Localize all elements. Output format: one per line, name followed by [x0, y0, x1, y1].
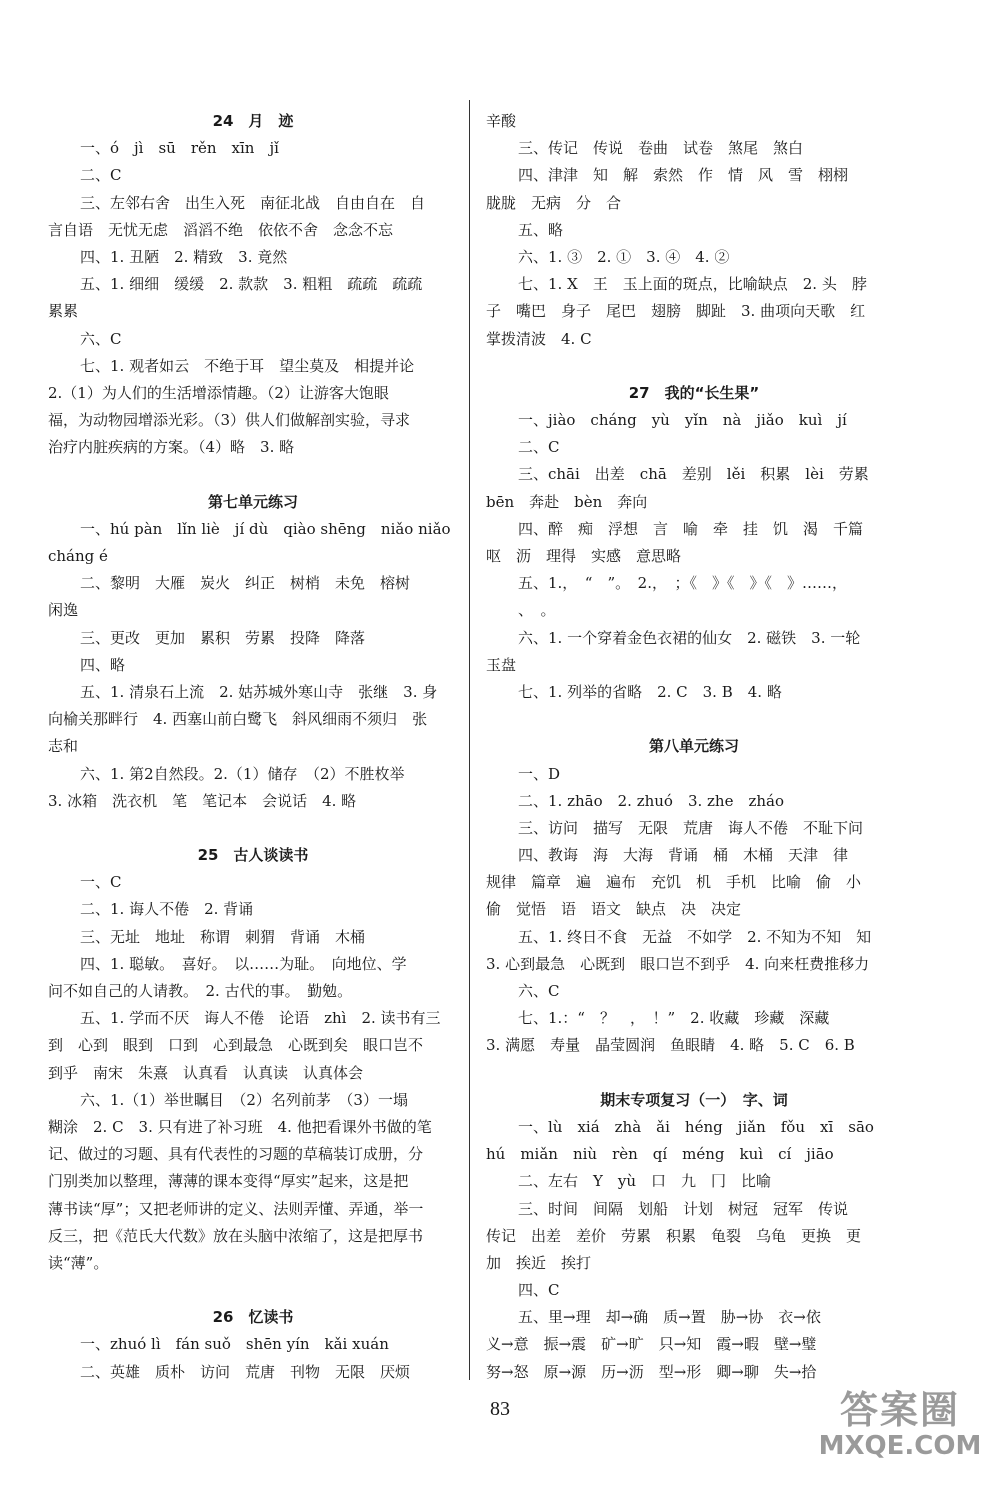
- answer-line: 糊涂 2. C 3. 只有进了补习班 4. 他把看课外书做的笔: [48, 1117, 432, 1136]
- watermark-title: 答案圈: [839, 1388, 960, 1432]
- answer-line: 3. 冰箱 洗衣机 笔 笔记本 会说话 4. 略: [48, 791, 357, 810]
- answer-line: 二、C: [518, 438, 560, 457]
- answer-line: 一、D: [518, 764, 561, 783]
- answer-line: 胧胧 无病 分 合: [486, 193, 622, 212]
- answer-line: 掌拨清波 4. C: [486, 329, 592, 348]
- answer-line: 辛酸: [486, 112, 517, 130]
- answer-line: 七、1. 观者如云 不绝于耳 望尘莫及 相提并论: [80, 356, 415, 375]
- answer-line: 二、英雄 质朴 访问 荒唐 刊物 无限 厌烦: [80, 1362, 411, 1381]
- answer-line: 记、做过的习题、具有代表性的习题的草稿装订成册，分: [48, 1145, 424, 1164]
- watermark-url: MXQE.COM: [818, 1431, 982, 1461]
- section-title: 第七单元练习: [207, 492, 298, 511]
- answer-line: 到 心到 眼到 口到 心到最急 心既到矣 眼口岂不: [48, 1036, 424, 1055]
- answer-line: 五、1. 终日不食 无益 不如学 2. 不知为不知 知: [518, 927, 872, 946]
- answer-line: 五、1. 学而不厌 诲人不倦 论语 zhì 2. 读书有三: [80, 1009, 441, 1028]
- answer-line: 五、1. 细细 缓缓 2. 款款 3. 粗粗 疏疏 疏疏: [80, 275, 423, 294]
- answer-line: 向榆关那畔行 4. 西塞山前白鹭飞 斜风细雨不须归 张: [48, 710, 428, 729]
- answer-line: 四、津津 知 解 索然 作 情 风 雪 栩栩: [518, 166, 849, 185]
- answer-line: 五、略: [518, 220, 564, 239]
- answer-line: 三、传记 传说 卷曲 试卷 煞尾 煞白: [518, 139, 804, 158]
- answer-line: 四、教诲 海 大海 背诵 桶 木桶 天津 律: [518, 846, 849, 865]
- answer-line: 六、1. 一个穿着金色衣裙的仙女 2. 磁铁 3. 一轮: [518, 628, 861, 647]
- answer-line: 三、chāi 出差 chā 差别 lěi 积累 lèi 劳累: [518, 465, 869, 484]
- answer-line: 加 挨近 挨打: [486, 1253, 592, 1272]
- answer-line: 七、1.：“ ？ ， ！” 2. 收藏 珍藏 深藏: [518, 1009, 830, 1028]
- answer-line: 问不如自己的人请教。 2. 古代的事。 勤勉。: [48, 982, 353, 1000]
- answer-line: 一、jiào cháng yù yǐn nà jiǎo kuì jí: [518, 411, 847, 430]
- section-title: 27 我的“长生果”: [628, 383, 760, 402]
- answer-line: 到乎 南宋 朱熹 认真看 认真读 认真体会: [48, 1063, 364, 1082]
- answer-line: 规律 篇章 遍 遍布 充饥 机 手机 比喻 偷 小: [486, 873, 862, 892]
- answer-line: 六、1. ③ 2. ① 3. ④ 4. ②: [518, 247, 730, 266]
- answer-line: 一、zhuó lì fán suǒ shēn yín kǎi xuán: [80, 1335, 389, 1354]
- answer-line: 偷 觉悟 语 语文 缺点 决 决定: [486, 900, 742, 919]
- section-title: 25 古人谈读书: [197, 846, 309, 865]
- answer-line: hú miǎn niù rèn qí méng kuì cí jiāo: [486, 1145, 834, 1164]
- spacer: [486, 353, 902, 380]
- answer-line: 子 嘴巴 身子 尾巴 翅膀 脚趾 3. 曲项向天歌 红: [486, 302, 866, 321]
- answer-line: 、 。: [518, 601, 556, 620]
- answer-line: 四、C: [518, 1281, 560, 1300]
- answer-line: 薄书读“厚”；又把老师讲的定义、法则弄懂、弄通，举一: [48, 1199, 424, 1218]
- answer-line: 闲逸: [48, 601, 79, 620]
- answer-line: 传记 出差 差价 劳累 积累 龟裂 乌龟 更换 更: [486, 1226, 862, 1245]
- spacer: [486, 1060, 902, 1087]
- answer-line: 七、1. X 王 玉上面的斑点，比喻缺点 2. 头 脖: [518, 275, 867, 294]
- answer-line: 三、无址 地址 称谓 刺猬 背诵 木桶: [80, 927, 366, 946]
- answer-line: 福，为动物园增添光彩。（3）供人们做解剖实验，寻求: [48, 411, 411, 430]
- answer-line: 六、C: [80, 329, 122, 348]
- answer-line: 累累: [48, 302, 79, 321]
- answer-line: 3. 心到最急 心既到 眼口岂不到乎 4. 向来枉费推移力: [486, 954, 870, 973]
- answer-line: 志和: [48, 737, 79, 756]
- page-number: 83: [490, 1398, 510, 1420]
- section-title: 期末专项复习（一） 字、词: [600, 1090, 788, 1109]
- answer-line: 三、访问 描写 无限 荒唐 诲人不倦 不耻下问: [518, 818, 864, 837]
- section-title: 26 忆读书: [212, 1308, 294, 1327]
- answer-line: 四、醉 痴 浮想 言 喻 牵 挂 饥 渴 千篇: [518, 519, 864, 538]
- answer-line: 四、略: [80, 655, 126, 674]
- answer-line: 二、C: [80, 166, 122, 185]
- right-column: [486, 108, 902, 1386]
- answer-line: 三、左邻右舍 出生入死 南征北战 自由自在 自: [80, 193, 426, 212]
- answer-line: 六、1.（1）举世瞩目 （2）名列前茅 （3）一塌: [80, 1090, 408, 1109]
- answer-line: 一、lù xiá zhà ǎi héng jiǎn fǒu xī sāo: [518, 1117, 874, 1136]
- answer-line: 二、黎明 大雁 炭火 纠正 树梢 未免 榕树: [80, 574, 411, 593]
- answer-line: 反三，把《范氏大代数》放在头脑中浓缩了，这是把厚书: [48, 1226, 424, 1245]
- watermark-logo: [810, 1388, 990, 1460]
- column-divider: [469, 100, 470, 1380]
- spacer: [486, 706, 902, 733]
- answer-line: 三、时间 间隔 划船 计划 树冠 冠军 传说: [518, 1199, 849, 1218]
- left-column: [48, 108, 458, 1386]
- answer-line: 二、左右 Y yù 口 九 冂 比喻: [518, 1172, 772, 1191]
- answer-line: 言自语 无忧无虑 滔滔不绝 依依不舍 念念不忘: [48, 220, 394, 239]
- answer-line: 门别类加以整理，薄薄的课本变得“厚实”起来，这是把: [48, 1172, 409, 1191]
- answer-line: 玉盘: [486, 655, 517, 674]
- answer-line: bēn 奔赴 bèn 奔向: [486, 492, 648, 511]
- answer-line: 呕 沥 理得 实感 意思略: [486, 547, 682, 565]
- answer-line: 义→意 振→震 矿→旷 只→知 霞→暇 壁→璧: [486, 1335, 817, 1354]
- section-title: 第八单元练习: [648, 737, 739, 756]
- answer-line: 五、里→理 却→确 质→置 胁→协 衣→依: [518, 1308, 821, 1327]
- section-title: 24 月 迹: [212, 112, 294, 130]
- answer-line: 一、hú pàn lǐn liè jí dù qiào shēng niǎo niǎo: [80, 519, 451, 538]
- answer-line: 五、1. 清泉石上流 2. 姑苏城外寒山寺 张继 3. 身: [80, 682, 438, 701]
- spacer: [48, 815, 458, 842]
- answer-line: 3. 满愿 寿量 晶莹圆润 鱼眼睛 4. 略 5. C 6. B: [486, 1036, 855, 1055]
- answer-line: 二、1. 诲人不倦 2. 背诵: [80, 900, 254, 919]
- answer-line: 四、1. 聪敏。 喜好。 以……为耻。 向地位、学: [80, 954, 407, 973]
- answer-line: 读“薄”。: [48, 1253, 109, 1272]
- answer-line: 三、更改 更加 累积 劳累 投降 降落: [80, 628, 366, 647]
- spacer: [48, 461, 458, 488]
- answer-line: 2.（1）为人们的生活增添情趣。（2）让游客大饱眼: [48, 383, 389, 402]
- answer-line: 一、C: [80, 873, 122, 892]
- answer-line: 治疗内脏疾病的方案。（4）略 3. 略: [48, 438, 295, 457]
- answer-line: 六、1. 第2自然段。2.（1）储存 （2）不胜枚举: [80, 764, 405, 783]
- answer-line: 四、1. 丑陋 2. 精致 3. 竟然: [80, 247, 288, 266]
- answer-line: 二、1. zhāo 2. zhuó 3. zhe zháo: [518, 791, 785, 810]
- answer-line: 五、1.， “ ”。 2.， ；《 》《 》《 》……，: [518, 574, 847, 593]
- answer-line: cháng é: [48, 547, 108, 565]
- answer-line: 六、C: [518, 982, 560, 1000]
- spacer: [48, 1277, 458, 1304]
- answer-line: 一、ó jì sū rěn xīn jǐ: [80, 139, 279, 158]
- answer-line: 七、1. 列举的省略 2. C 3. B 4. 略: [518, 682, 782, 701]
- answer-line: 努→怒 原→源 历→沥 型→形 卿→聊 失→拾: [486, 1362, 817, 1381]
